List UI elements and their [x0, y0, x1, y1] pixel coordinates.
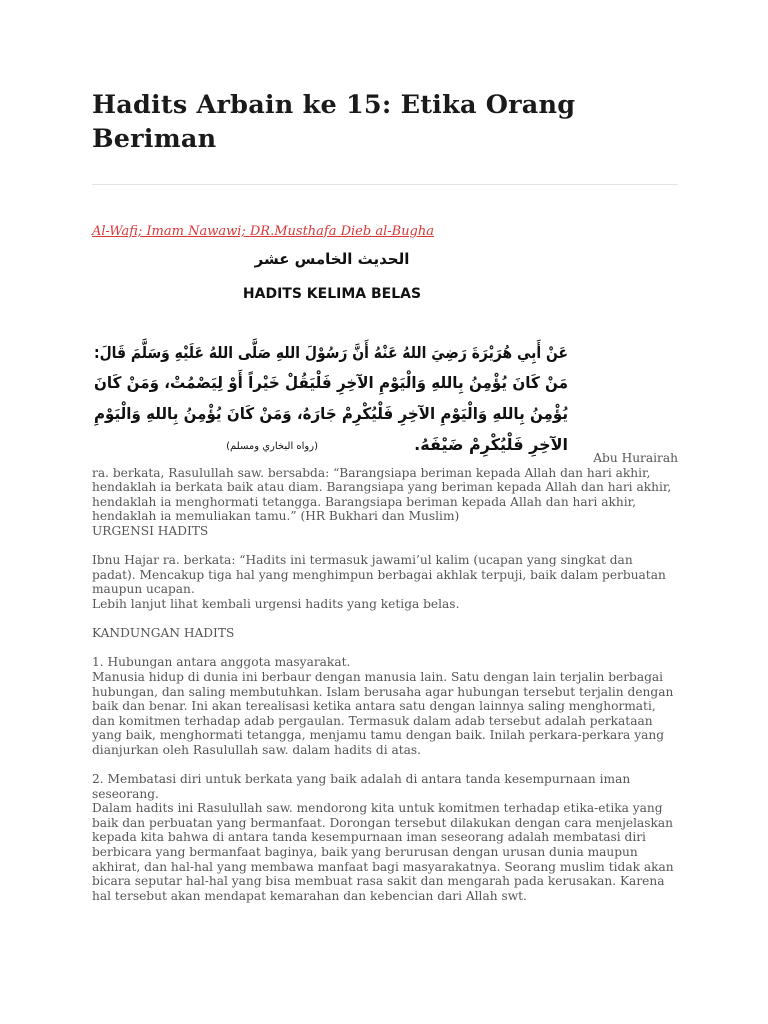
kandungan-heading: KANDUNGAN HADITS [92, 626, 235, 641]
hadith-heading-latin: HADITS KELIMA BELAS [242, 286, 422, 302]
urgensi-text-2: Lebih lanjut lihat kembali urgensi hadits yang ketiga belas. [92, 596, 460, 611]
point-2-text: Dalam hadits ini Rasulullah saw. mendorong kita untuk komitmen terhadap etika-etika yang baik dan perbuatan yang bermanfaat. Dorongan tersebut dilakukan dengan cara menjelaskan kepada kita bahwa di antara tanda kesempurnaan iman seseorang adalah membatasi diri berbicara yang bermanfaat baginya, baik yang berurusan dengan urusan dunia maupun akhirat, dan hal-hal yang membawa manfaat bagi masyarakatnya. Seorang muslim tidak akan bicara seputar hal-hal yang bisa membuat rasa sakit dan mengarah pada kerusakan. Karena hal tersebut akan mendapat kemarahan dan kebencian dari Allah swt. [92, 801, 674, 903]
arabic-line-3: يُؤْمِنُ بِاللهِ وَالْيَوْمِ الآخِرِ فَلْيُكْرِمْ جَارَهُ، وَمَنْ كَانَ يُؤْمِنُ بِاللهِ وَالْيَوْمِ [94, 404, 598, 423]
author-link[interactable]: Al-Wafi; Imam Nawawi; DR.Musthafa Dieb al-Bugha [92, 224, 435, 239]
arabic-line-4: الآخِرِ فَلْيُكْرِمْ ضَيْفَهُ. [414, 435, 568, 454]
arabic-line-1: عَنْ أَبِي هُرَيْرَةَ رَضِيَ اللهُ عَنْهُ أَنَّ رَسُوْلَ اللهِ صَلَّى اللهُ عَلَيْهِ وَسَلَّمَ قَالَ: [94, 343, 639, 362]
urgensi-heading: URGENSI HADITS [92, 523, 209, 538]
title-divider [92, 184, 678, 185]
arabic-source: (رواه البخاري ومسلم) [226, 441, 318, 452]
urgensi-text: Ibnu Hajar ra. berkata: “Hadits ini termasuk jawami’ul kalim (ucapan yang singkat dan padat). Mencakup tiga hal yang menghimpun berbagai akhlak terpuji, baik dalam perbuatan maupun ucapan. [92, 553, 666, 597]
translation-lead: Abu Hurairah [593, 451, 678, 465]
page-title: Hadits Arbain ke 15: Etika Orang Beriman [92, 90, 576, 154]
point-1-text: Manusia hidup di dunia ini berbaur dengan manusia lain. Satu dengan lain terjalin berbagai hubungan, dan saling membutuhkan. Islam berusaha agar hubungan tersebut terjalin dengan baik dan benar. Ini akan terealisasi ketika antara satu dengan lainnya saling menghormati, dan komitmen terhadap adab pergaulan. Termasuk dalam adab tersebut adalah perkataan yang baik, menghormati tetangga, menjamu tamu dengan baik. Inilah perkara-perkara yang dianjurkan oleh Rasulullah saw. dalam hadits di atas. [92, 669, 674, 757]
arabic-line-2: مَنْ كَانَ يُؤْمِنُ بِاللهِ وَالْيَوْمِ الآخِرِ فَلْيَقُلْ خَيْراً أَوْ لِيَصْمُتْ، وَمَنْ كَانَ [94, 373, 596, 392]
article-body [92, 451, 678, 903]
hadith-arabic-image [92, 247, 639, 457]
point-1-title: 1. Hubungan antara anggota masyarakat. [92, 655, 351, 670]
hadith-translation: ra. berkata, Rasulullah saw. bersabda: “Barangsiapa beriman kepada Allah dan hari akhir, hendaklah ia berkata baik atau diam. Barangsiapa yang beriman kepada Allah dan hari akhir, hendaklah ia menghormati tetangga. Barangsiapa beriman kepada Allah dan hari akhir, hendaklah ia memuliakan tamu.” (HR Bukhari dan Muslim) [92, 465, 672, 524]
hadith-heading-arabic: الحديث الخامس عشر [254, 250, 410, 268]
point-2-title: 2. Membatasi diri untuk berkata yang baik adalah di antara tanda kesempurnaan iman seseorang. [92, 772, 631, 801]
